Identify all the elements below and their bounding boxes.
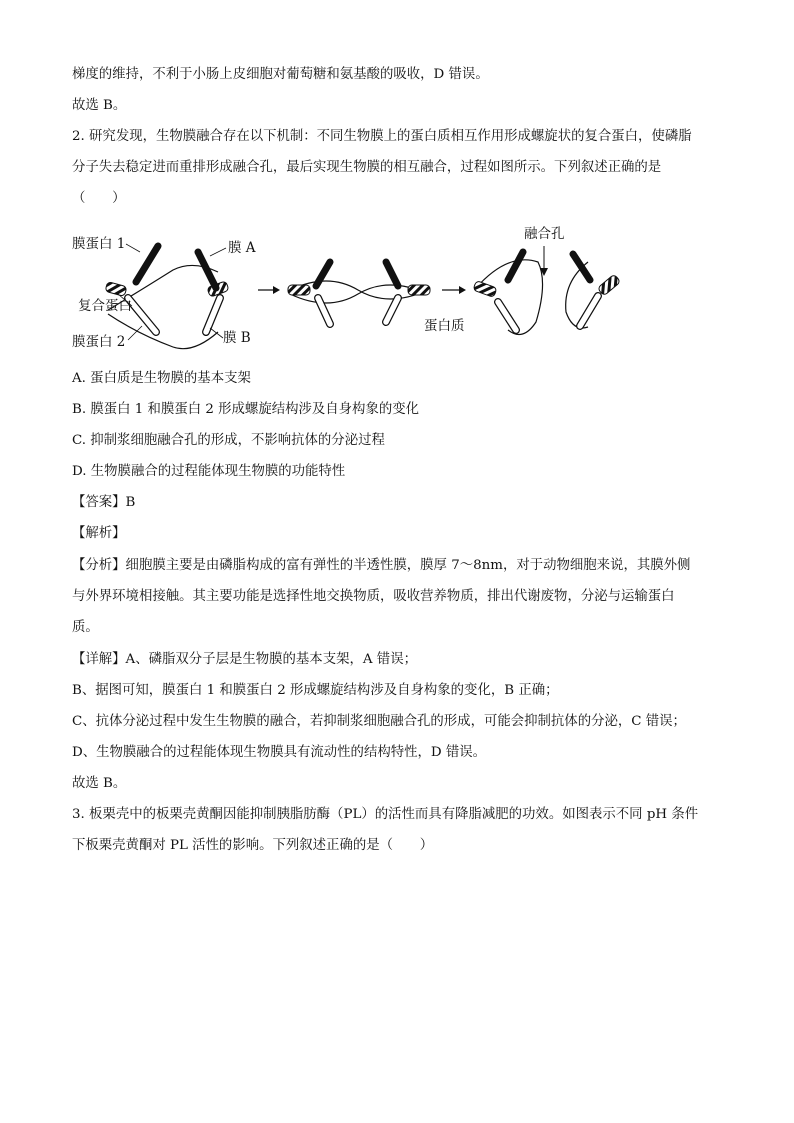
question-2-line-2: 分子失去稳定进而重排形成融合孔，最后实现生物膜的相互融合，过程如图所示。下列叙述正确的是 (72, 160, 662, 175)
stage-3 (473, 252, 621, 335)
detail-line-c: C、抗体分泌过程中发生生物膜的融合，若抑制浆细胞融合孔的形成，可能会抑制抗体的分泌，C 错误； (72, 714, 686, 729)
label-protein-2: 膜蛋白 2 (72, 334, 126, 350)
label-complex-protein: 复合蛋白 (78, 298, 132, 314)
detail-line-a: 【详解】A、磷脂双分子层是生物膜的基本支架，A 错误； (72, 652, 417, 667)
detail-line-b: B、据图可知，膜蛋白 1 和膜蛋白 2 形成螺旋结构涉及自身构象的变化，B 正确； (72, 683, 559, 698)
label-protein: 蛋白质 (424, 318, 465, 334)
question-2-line-1: 2. 研究发现，生物膜融合存在以下机制：不同生物膜上的蛋白质相互作用形成螺旋状的复合蛋白，使磷脂 (72, 129, 692, 144)
label-fusion-pore: 融合孔 (524, 226, 565, 242)
option-b: B. 膜蛋白 1 和膜蛋白 2 形成螺旋结构涉及自身构象的变化 (72, 402, 420, 417)
text-line-1: 梯度的维持，不利于小肠上皮细胞对葡萄糖和氨基酸的吸收，D 错误。 (72, 67, 489, 82)
question-2-bracket: （ ） (72, 191, 126, 206)
answer-line: 【答案】B (72, 495, 136, 510)
option-a: A. 蛋白质是生物膜的基本支架 (72, 371, 251, 386)
question-3-line-1: 3. 板栗壳中的板栗壳黄酮因能抑制胰脂肪酶（PL）的活性而具有降脂减肥的功效。如图表示不同 pH 条件 (72, 807, 699, 822)
text-line-2: 故选 B。 (72, 98, 127, 113)
option-d: D. 生物膜融合的过程能体现生物膜的功能特性 (72, 464, 346, 479)
membrane-fusion-diagram (68, 222, 628, 362)
analysis-line-1: 【分析】细胞膜主要是由磷脂构成的富有弹性的半透性膜，膜厚 7～8nm，对于动物细胞来说，其膜外侧 (72, 558, 691, 573)
stage-2 (288, 262, 430, 324)
label-protein-1: 膜蛋白 1 (72, 236, 126, 252)
detail-line-d: D、生物膜融合的过程能体现生物膜具有流动性的结构特性，D 错误。 (72, 745, 487, 760)
analysis-heading: 【解析】 (72, 526, 126, 541)
conclusion-line: 故选 B。 (72, 776, 127, 791)
label-membrane-a: 膜 A (228, 240, 256, 256)
option-c: C. 抑制浆细胞融合孔的形成，不影响抗体的分泌过程 (72, 433, 385, 448)
analysis-line-2: 与外界环境相接触。其主要功能是选择性地交换物质，吸收营养物质，排出代谢废物，分泌与运输蛋白 (72, 589, 675, 604)
analysis-line-3: 质。 (72, 620, 99, 635)
label-membrane-b: 膜 B (223, 330, 251, 346)
question-3-line-2: 下板栗壳黄酮对 PL 活性的影响。下列叙述正确的是（ ） (72, 838, 434, 853)
